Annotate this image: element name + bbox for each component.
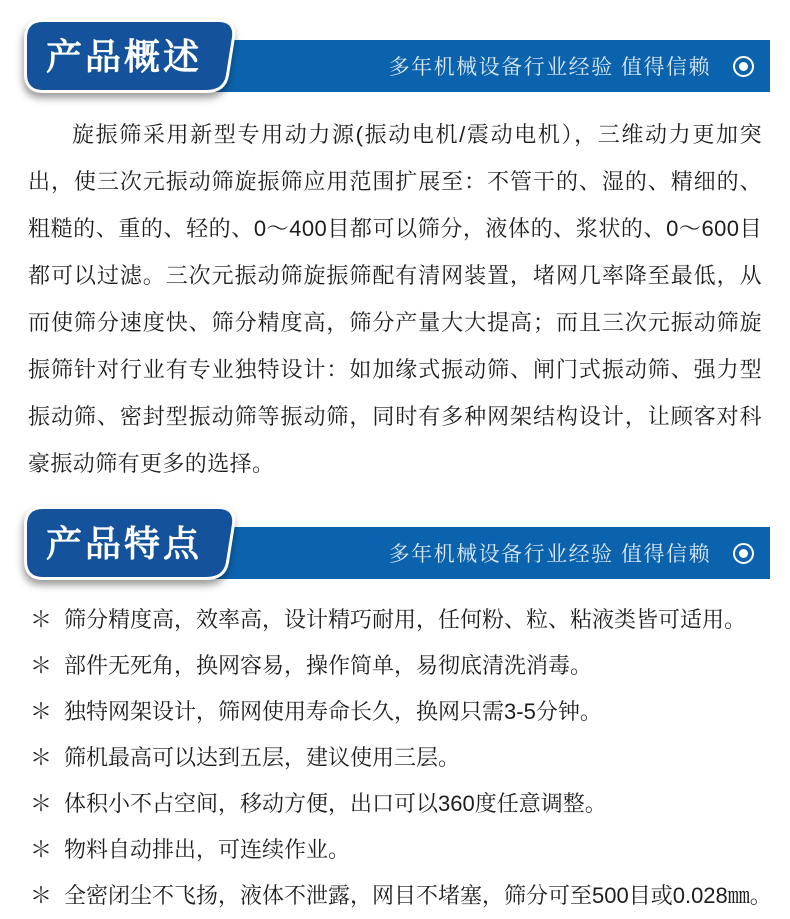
overview-title: 产品概述 bbox=[45, 35, 202, 77]
feature-item bbox=[30, 597, 766, 643]
feature-bullet: ＊ bbox=[30, 791, 53, 816]
features-title: 产品特点 bbox=[45, 522, 202, 564]
feature-item bbox=[30, 689, 766, 735]
feature-item bbox=[30, 643, 766, 689]
bullseye-icon bbox=[733, 56, 754, 77]
feature-bullet: ＊ bbox=[30, 699, 53, 724]
feature-bullet: ＊ bbox=[30, 745, 53, 770]
feature-text: 物料自动排出，可连续作业。 bbox=[64, 837, 351, 862]
feature-text: 筛分精度高，效率高，设计精巧耐用，任何粉、粒、粘液类皆可适用。 bbox=[64, 607, 747, 632]
feature-item bbox=[30, 781, 766, 827]
feature-text: 筛机最高可以达到五层，建议使用三层。 bbox=[64, 745, 461, 770]
feature-bullet: ＊ bbox=[30, 607, 53, 632]
bullseye-icon bbox=[733, 543, 754, 564]
feature-list bbox=[30, 597, 772, 919]
feature-bullet: ＊ bbox=[30, 653, 53, 678]
feature-bullet: ＊ bbox=[30, 837, 53, 862]
banner-slogan: 多年机械设备行业经验 值得信赖 bbox=[388, 56, 711, 79]
section-features bbox=[0, 487, 790, 919]
overview-paragraph: 旋振筛采用新型专用动力源(振动电机/震动电机），三维动力更加突出，使三次元振动筛旋振筛应用范围扩展至：不管干的、湿的、精细的、粗糙的、重的、轻的、0～400目都可以筛分，液体的、浆状的、0～600目都可以过滤。三次元振动筛旋振筛配有清网装置，堵网几率降至最低，从而使筛分速度快、筛分精度高，筛分产量大大提高；而且三次元振动筛旋振筛针对行业有专业独特设计：如加缘式振动筛、闸门式振动筛、强力型振动筛、密封型振动筛等振动筛，同时有多种网架结构设计，让顾客对科豪振动筛有更多的选择。 bbox=[28, 122, 762, 476]
feature-text: 部件无死角，换网容易，操作简单，易彻底清洗消毒。 bbox=[64, 653, 593, 678]
feature-text: 体积小不占空间，移动方便，出口可以360度任意调整。 bbox=[64, 791, 607, 816]
banner-slogan: 多年机械设备行业经验 值得信赖 bbox=[388, 543, 711, 566]
feature-item bbox=[30, 873, 772, 919]
features-header bbox=[0, 487, 790, 587]
feature-item bbox=[30, 827, 766, 873]
feature-bullet: ＊ bbox=[30, 883, 53, 908]
feature-text: 独特网架设计，筛网使用寿命长久，换网只需3-5分钟。 bbox=[64, 699, 602, 724]
bullseye-dot bbox=[739, 62, 748, 71]
bullseye-dot bbox=[739, 549, 748, 558]
overview-header bbox=[0, 0, 790, 100]
feature-text: 全密闭尘不飞扬，液体不泄露，网目不堵塞，筛分可至500目或0.028㎜。 bbox=[64, 883, 772, 908]
feature-item bbox=[30, 735, 766, 781]
